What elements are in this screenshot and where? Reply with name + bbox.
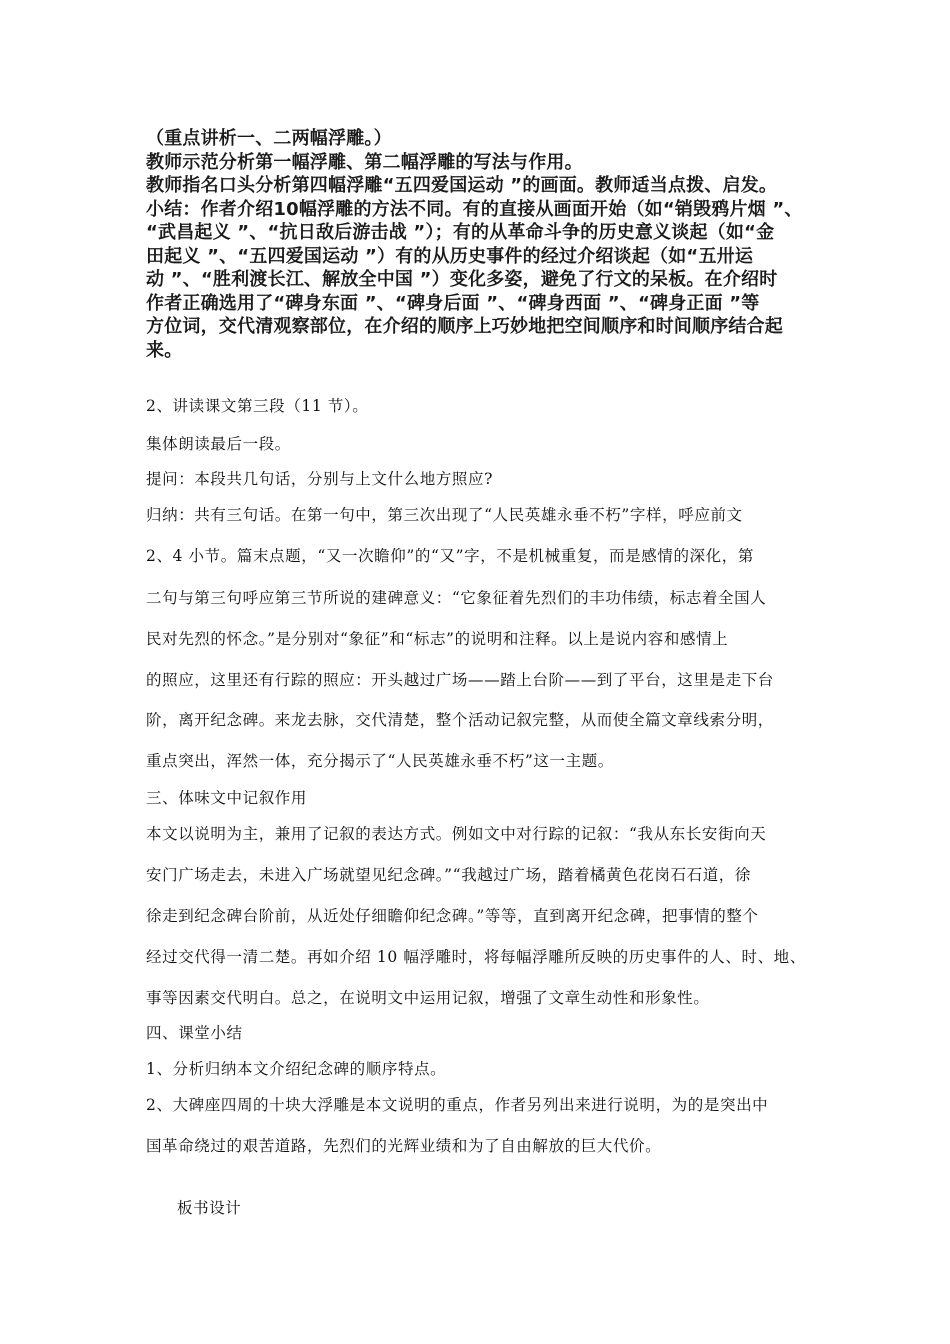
scan-line: 教师示范分析第一幅浮雕、第二幅浮雕的写法与作用。 — [146, 151, 583, 173]
scan-line: 作者正确选用了“碑身东面 ”、“碑身后面 ”、“碑身西面 ”、“碑身正面 ”等 — [146, 292, 760, 314]
body-text: 本文以说明为主，兼用了记叙的表达方式。例如文中对行踪的记叙：“我从东长安街向天 — [146, 825, 767, 843]
body-text: 集体朗读最后一段。 — [146, 435, 291, 453]
section-heading: 2、讲读课文第三段（11 节）。 — [146, 397, 369, 415]
body-text: 重点突出，浑然一体，充分揭示了“人民英雄永垂不朽”这一主题。 — [146, 752, 614, 770]
scan-line: 动 ”、“胜利渡长江、解放全中国 ”）变化多姿，避免了行文的呆板。在介绍时 — [146, 269, 778, 290]
scan-line: 方位词，交代清观察部位，在介绍的顺序上巧妙地把空间顺序和时间顺序结合起 — [146, 316, 783, 337]
section-heading: 三、体味文中记叙作用 — [146, 789, 308, 807]
body-text: 国革命绕过的艰苦道路，先烈们的光辉业绩和为了自由解放的巨大代价。 — [146, 1137, 662, 1155]
scan-line: 来。 — [146, 339, 183, 361]
scan-line: “武昌起义 ”、“抗日敌后游击战 ”）；有的从革命斗争的历史意义谈起（如“金 — [146, 222, 775, 243]
body-text: 阶，离开纪念碑。来龙去脉，交代清楚，整个活动记叙完整，从而使全篇文章线索分明， — [146, 711, 774, 729]
scan-line: 小结：作者介绍10幅浮雕的方法不同。有的直接从画面开始（如“销毁鸦片烟 ”、 — [146, 198, 803, 220]
body-text: 民对先烈的怀念。”是分别对“象征”和“标志”的说明和注释。以上是说内容和感情上 — [146, 630, 729, 648]
scanned-paragraph — [146, 127, 846, 362]
body-text: 2、4 小节。篇末点题，“又一次瞻仰”的“又”字，不是机械重复，而是感情的深化，第 — [146, 547, 754, 565]
section-heading: 四、课堂小结 — [146, 1024, 243, 1042]
scan-line: （重点讲析一、二两幅浮雕。） — [146, 128, 392, 149]
body-text: 安门广场走去，未进入广场就望见纪念碑。”“我越过广场，踏着橘黄色花岗石石道，徐 — [146, 866, 752, 884]
body-text: 归纳：共有三句话。在第一句中，第三次出现了“人民英雄永垂不朽”字样，呼应前文 — [146, 506, 743, 524]
body-text: 徐走到纪念碑台阶前，从近处仔细瞻仰纪念碑。”等等，直到离开纪念碑，把事情的整个 — [146, 907, 759, 925]
body-text: 提问：本段共几句话，分别与上文什么地方照应? — [146, 470, 494, 488]
body-text: 二句与第三句呼应第三节所说的建碑意义：“它象征着先烈们的丰功伟绩，标志着全国人 — [146, 589, 767, 607]
scan-line: 田起义 ”、“五四爱国运动 ”）有的从历史事件的经过介绍谈起（如“五卅运 — [146, 245, 754, 267]
body-text: 经过交代得一清二楚。再如介绍 10 幅浮雕时，将每幅浮雕所反映的历史事件的人、时、地、 — [146, 948, 806, 966]
body-text: 的照应，这里还有行踪的照应：开头越过广场——踏上台阶——到了平台，这里是走下台 — [146, 671, 774, 689]
list-item: 2、大碑座四周的十块大浮雕是本文说明的重点，作者另列出来进行说明，为的是突出中 — [146, 1096, 769, 1114]
section-heading: 板书设计 — [177, 1199, 242, 1217]
list-item: 1、分析归纳本文介绍纪念碑的顺序特点。 — [146, 1060, 447, 1078]
body-text: 事等因素交代明白。总之，在说明文中运用记叙，增强了文章生动性和形象性。 — [146, 989, 710, 1007]
scan-line: 教师指名口头分析第四幅浮雕“五四爱国运动 ”的画面。教师适当点拨、启发。 — [146, 175, 778, 196]
